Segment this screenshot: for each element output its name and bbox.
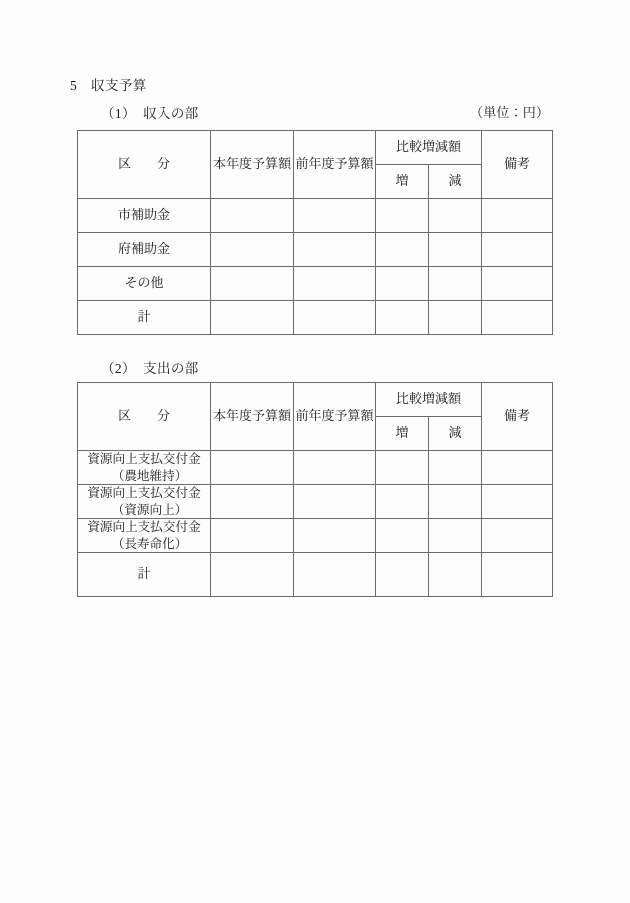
- header-decrease: 減: [429, 417, 482, 451]
- row-label-main: 資源向上支払交付金: [87, 452, 201, 467]
- row-label-sub: （農地維持）: [111, 468, 188, 483]
- cell-decrease[interactable]: [429, 519, 482, 553]
- row-label: 市補助金: [78, 199, 211, 233]
- table-row-total: [78, 301, 553, 335]
- cell-decrease[interactable]: [429, 233, 482, 267]
- header-decrease: 減: [429, 165, 482, 199]
- cell-previous-year[interactable]: [294, 519, 376, 553]
- cell-remarks[interactable]: [482, 301, 553, 335]
- cell-remarks[interactable]: [482, 519, 553, 553]
- page-title: 5 収支予算: [70, 78, 147, 93]
- cell-remarks[interactable]: [482, 233, 553, 267]
- table-row: [78, 233, 553, 267]
- cell-increase[interactable]: [376, 519, 429, 553]
- header-previous-year: 前年度予算額: [294, 383, 376, 451]
- cell-current-year[interactable]: [211, 553, 294, 597]
- expense-budget-table: [77, 382, 553, 597]
- cell-decrease[interactable]: [429, 267, 482, 301]
- cell-decrease[interactable]: [429, 451, 482, 485]
- cell-previous-year[interactable]: [294, 553, 376, 597]
- header-kubun: 区 分: [78, 383, 211, 451]
- cell-remarks[interactable]: [482, 199, 553, 233]
- cell-remarks[interactable]: [482, 267, 553, 301]
- cell-increase[interactable]: [376, 451, 429, 485]
- table-row: [78, 199, 553, 233]
- row-label: [78, 451, 211, 485]
- table-row-total: [78, 553, 553, 597]
- header-comparison: 比較増減額: [376, 131, 482, 165]
- header-current-year: 本年度予算額: [211, 131, 294, 199]
- cell-decrease[interactable]: [429, 199, 482, 233]
- cell-decrease[interactable]: [429, 301, 482, 335]
- row-label-sub: （長寿命化）: [111, 536, 188, 551]
- header-remarks: 備考: [482, 131, 553, 199]
- cell-increase[interactable]: [376, 485, 429, 519]
- header-comparison: 比較増減額: [376, 383, 482, 417]
- table-row: [78, 267, 553, 301]
- table-header-row: [78, 383, 553, 417]
- cell-current-year[interactable]: [211, 199, 294, 233]
- header-remarks: 備考: [482, 383, 553, 451]
- header-previous-year: 前年度予算額: [294, 131, 376, 199]
- row-label: [78, 485, 211, 519]
- header-current-year: 本年度予算額: [211, 383, 294, 451]
- cell-previous-year[interactable]: [294, 267, 376, 301]
- subsection-heading-expense: （2） 支出の部: [101, 361, 199, 376]
- cell-increase[interactable]: [376, 233, 429, 267]
- header-kubun: 区 分: [78, 131, 211, 199]
- table-row: [78, 519, 553, 553]
- cell-previous-year[interactable]: [294, 485, 376, 519]
- table-header-row: [78, 131, 553, 165]
- row-label: 府補助金: [78, 233, 211, 267]
- cell-current-year[interactable]: [211, 485, 294, 519]
- cell-current-year[interactable]: [211, 301, 294, 335]
- row-label-main: 資源向上支払交付金: [87, 520, 201, 535]
- cell-previous-year[interactable]: [294, 233, 376, 267]
- unit-note: （単位：円）: [470, 105, 550, 120]
- cell-increase[interactable]: [376, 553, 429, 597]
- cell-current-year[interactable]: [211, 267, 294, 301]
- cell-remarks[interactable]: [482, 451, 553, 485]
- cell-decrease[interactable]: [429, 553, 482, 597]
- cell-increase[interactable]: [376, 199, 429, 233]
- row-label-main: 資源向上支払交付金: [87, 486, 201, 501]
- cell-previous-year[interactable]: [294, 301, 376, 335]
- row-label: その他: [78, 267, 211, 301]
- row-label: [78, 519, 211, 553]
- row-label-total: 計: [78, 553, 211, 597]
- table-row: [78, 451, 553, 485]
- row-label-total: 計: [78, 301, 211, 335]
- header-increase: 増: [376, 165, 429, 199]
- income-budget-table: [77, 130, 553, 335]
- subsection-heading-income: （1） 収入の部: [101, 106, 199, 121]
- table-row: [78, 485, 553, 519]
- cell-remarks[interactable]: [482, 485, 553, 519]
- cell-remarks[interactable]: [482, 553, 553, 597]
- cell-increase[interactable]: [376, 301, 429, 335]
- cell-increase[interactable]: [376, 267, 429, 301]
- cell-previous-year[interactable]: [294, 199, 376, 233]
- cell-current-year[interactable]: [211, 519, 294, 553]
- cell-previous-year[interactable]: [294, 451, 376, 485]
- cell-decrease[interactable]: [429, 485, 482, 519]
- cell-current-year[interactable]: [211, 451, 294, 485]
- cell-current-year[interactable]: [211, 233, 294, 267]
- row-label-sub: （資源向上）: [111, 502, 188, 517]
- header-increase: 増: [376, 417, 429, 451]
